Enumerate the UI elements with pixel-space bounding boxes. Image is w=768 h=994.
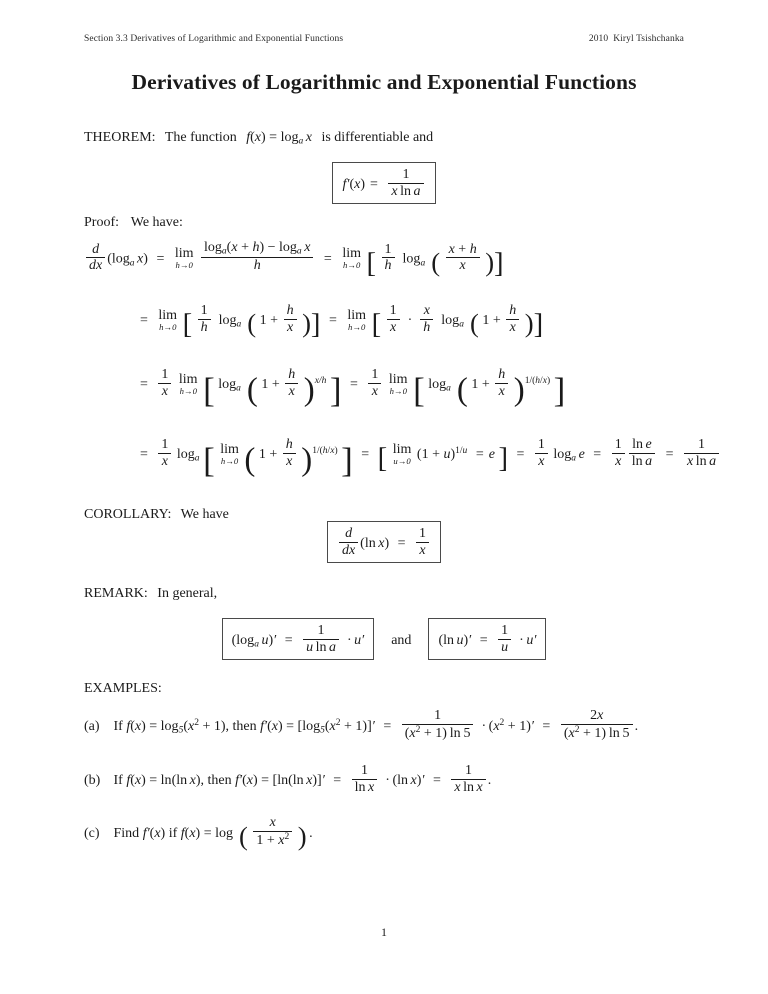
theorem-function-expression: $f(x) = \log_a x$ [246,130,312,147]
proof-line-1: $\frac{d}{dx}$ ($\log_a$ x) = lim h→0 $\frac{\log_a(x + h) - \log_a x}{h}$ = lim h→0 [ $\frac{1}{h}$ $\log_a$ ( $\frac{x + h}{x}$ )] [84,240,504,280]
proof-line-3: = $\frac{1}{x}$ lim h→0 [ $\log_a$ ( 1 + $\frac{h}{x}$ )$^{x/h}$ ] = $\frac{1}{x}$ lim h→0 [ $\log_a$ ( 1 + $\frac{h}{x}$ )$^{1/(h/x)}$ ] [140,367,566,410]
proof-text: We have: [130,215,183,230]
proof-line-4: = $\frac{1}{x}$ $\log_a$ [ lim h→0 ( 1 + $\frac{h}{x}$ )$^{1/(h/x)}$ ] = [ lim u→0 $(1 + u)^{1/u} = e$ ] = $\frac{1}{x}$ $\log_a e$ = $\frac{1}{x}$ $\frac{\text{ln e}}{\text{ln a}}$ = $\frac{1}{\text{x ln a}}$ [140,437,721,481]
theorem-text-before: The function [164,130,237,145]
corollary-formula-container [0,521,768,563]
proof-lead-in [84,215,183,231]
examples-label: EXAMPLES: [84,681,162,696]
proof-line-2: = lim h→0 [ $\frac{1}{h}$ $\log_a$ ( 1 + $\frac{h}{x}$ )] = lim h→0 [ $\frac{1}{x}$ · $\frac{x}{h}$ $\log_a$ ( 1 + $\frac{h}{x}$ )] [140,303,544,341]
theorem-text-after: is differentiable and [321,130,434,145]
running-header [84,34,684,44]
remark-formula-container [0,618,768,660]
running-header-right: 2010 Kiryl Tsishchanka [588,34,684,44]
proof-label: Proof: [84,215,119,230]
remark-statement [84,586,217,602]
theorem-formula-container [0,162,768,204]
corollary-label: COROLLARY: [84,507,172,522]
example-item-a: (a) If $f(x) = \log_5(x^2 + 1)$, then $f'(x) = [\log_5(x^2 + 1)]'$ = $\frac{1}{(x^2 + 1) \ln 5}$ · $(x^2 + 1)'$ = $\frac{2x}{(x^2 + 1) \ln 5}$ . [84,708,639,741]
example-item-b: (b) If f(x) = ln(ln x), then f′(x) = [ln(ln x)]′ = $\frac{1}{\text{ln x}}$ · (ln x)′ = $\frac{1}{\text{x ln x}}$ . [84,763,492,795]
remark-boxed-formula-2: (ln u)′ = $\frac{1}{u}$ · u′ [428,618,546,660]
example-tag-a: (a) [84,718,100,734]
remark-boxed-formula-1: ($\log_a$ u)′ = $\frac{1}{\text{u ln a}}$ · u′ [222,618,375,660]
page-number: 1 [381,925,387,939]
corollary-text: We have [180,507,229,522]
theorem-boxed-formula: f′(x) = $\frac{1}{\text{x ln a}}$ [332,162,435,204]
example-tag-c: (c) [84,825,100,841]
example-tag-b: (b) [84,772,101,788]
remark-text: In general, [157,586,218,601]
remark-label: REMARK: [84,586,148,601]
running-header-left: Section 3.3 Derivatives of Logarithmic and Exponential Functions [84,34,344,44]
page-title: Derivatives of Logarithmic and Exponential Functions [131,70,637,94]
corollary-boxed-formula: $\frac{d}{dx}$ (ln x) = $\frac{1}{x}$ [327,521,441,563]
theorem-label: THEOREM: [84,130,156,145]
example-item-c: (c) Find f′(x) if f(x) = log ( $\frac{x}{1 + x^2}$ ) . [84,815,313,851]
remark-conjunction: and [391,632,412,648]
theorem-statement [84,130,433,147]
